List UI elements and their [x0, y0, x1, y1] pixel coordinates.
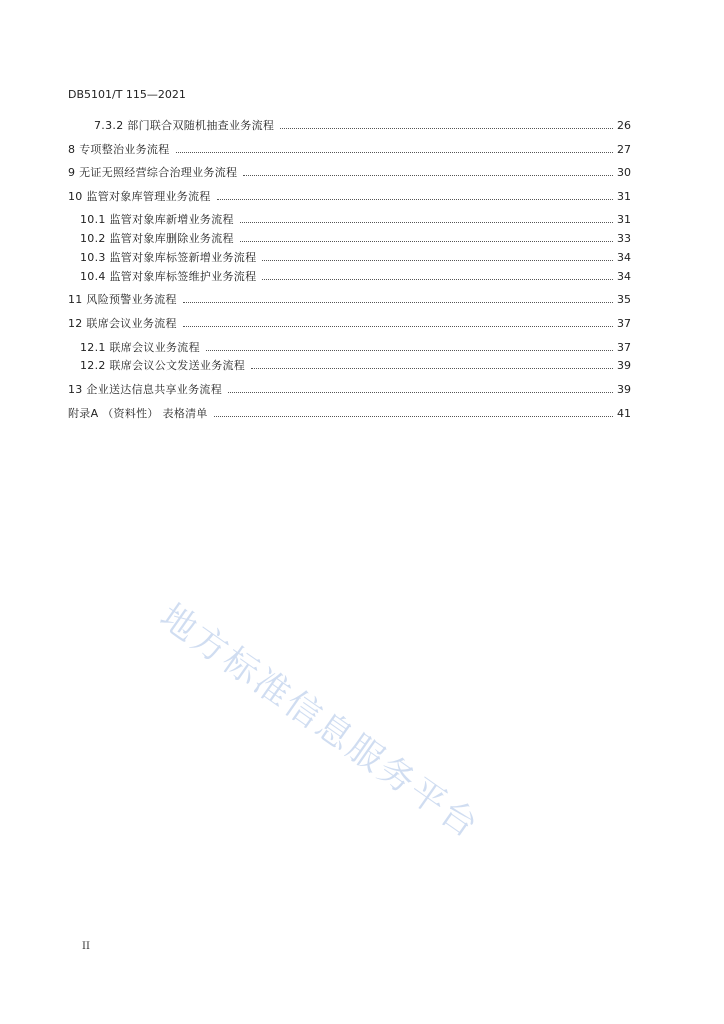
toc-page-number: 39: [617, 359, 631, 372]
toc-entry[interactable]: [80, 250, 631, 266]
toc-entry[interactable]: [80, 212, 631, 228]
dot-leader: [280, 128, 613, 129]
toc-page-number: 31: [617, 190, 631, 203]
toc-entry-title: 10 监管对象库管理业务流程: [68, 190, 211, 203]
toc-page-number: 27: [617, 143, 631, 156]
toc-page-number: 31: [617, 213, 631, 226]
toc-entry-title: 13 企业送达信息共享业务流程: [68, 383, 222, 396]
toc-entry-title: 10.4 监管对象库标签维护业务流程: [80, 270, 257, 283]
dot-leader: [262, 279, 613, 280]
dot-leader: [214, 416, 613, 417]
toc-page-number: 30: [617, 166, 631, 179]
toc-entry[interactable]: [80, 269, 631, 285]
dot-leader: [228, 392, 613, 393]
toc-entry[interactable]: [68, 189, 631, 205]
toc-entry[interactable]: [68, 316, 631, 332]
dot-leader: [183, 302, 613, 303]
toc-entry-title: 附录A （资料性） 表格清单: [68, 407, 208, 420]
dot-leader: [217, 199, 613, 200]
toc-page-number: 39: [617, 383, 631, 396]
dot-leader: [183, 326, 613, 327]
toc-entry-title: 10.1 监管对象库新增业务流程: [80, 213, 234, 226]
toc-entry-title: 12.2 联席会议公文发送业务流程: [80, 359, 246, 372]
toc-page-number: 37: [617, 341, 631, 354]
toc-page-number: 34: [617, 251, 631, 264]
toc-entry[interactable]: [68, 406, 631, 422]
toc-entry-title: 11 风险预警业务流程: [68, 293, 177, 306]
toc-entry-title: 7.3.2 部门联合双随机抽查业务流程: [94, 119, 275, 132]
toc-entry-title: 10.3 监管对象库标签新增业务流程: [80, 251, 257, 264]
dot-leader: [176, 152, 614, 153]
toc-entry[interactable]: [68, 142, 631, 158]
toc-entry[interactable]: [80, 358, 631, 374]
toc-entry-title: 9 无证无照经营综合治理业务流程: [68, 166, 238, 179]
document-code: DB5101/T 115—2021: [68, 88, 186, 101]
toc-entry[interactable]: [68, 165, 631, 181]
toc-entry-title: 8 专项整治业务流程: [68, 143, 170, 156]
toc-entry-title: 12.1 联席会议业务流程: [80, 341, 200, 354]
toc-entry[interactable]: [68, 382, 631, 398]
toc-page-number: 34: [617, 270, 631, 283]
toc-entry-title: 10.2 监管对象库删除业务流程: [80, 232, 234, 245]
toc-entry-title: 12 联席会议业务流程: [68, 317, 177, 330]
toc-entry[interactable]: [68, 292, 631, 308]
dot-leader: [251, 368, 613, 369]
dot-leader: [262, 260, 613, 261]
dot-leader: [240, 222, 613, 223]
toc-page-number: 35: [617, 293, 631, 306]
page-number: II: [82, 941, 90, 952]
toc-page-number: 37: [617, 317, 631, 330]
toc-entry[interactable]: [80, 340, 631, 356]
toc-page-number: 26: [617, 119, 631, 132]
watermark: 地方标准信息服务平台: [152, 596, 487, 848]
toc-page-number: 33: [617, 232, 631, 245]
dot-leader: [206, 350, 613, 351]
toc-entry[interactable]: [80, 231, 631, 247]
toc-entry[interactable]: [94, 118, 631, 134]
dot-leader: [240, 241, 613, 242]
dot-leader: [243, 175, 613, 176]
toc-page-number: 41: [617, 407, 631, 420]
